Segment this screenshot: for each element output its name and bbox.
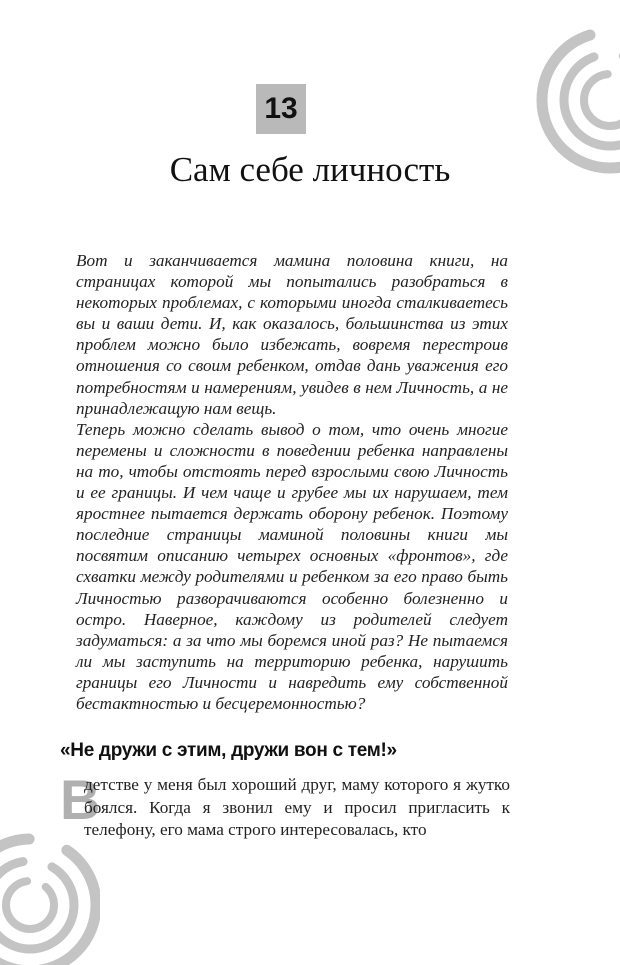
chapter-number-badge bbox=[256, 84, 306, 134]
chapter-intro bbox=[76, 250, 508, 714]
section-heading: «Не дружи с этим, дружи вон с тем!» bbox=[60, 740, 397, 761]
body-paragraph bbox=[60, 768, 510, 842]
intro-paragraph-2: Теперь можно сделать вывод о том, что очень многие перемены и сложности в поведении ребенка направлены на то, чтобы отстоять перед взрослыми свою Личность и ее границы. И чем чаще и грубее мы их нарушаем, тем яростнее пытается держать оборону ребенок. Поэтому последние страницы маминой половины книги мы посвятим описанию четырех основных «фронтов», где схватки между родителями и ребенком за его право быть Личностью разворачиваются особенно болезненно и остро. Наверное, каждому из родителей следует задуматься: а за что мы боремся иной раз? Не пытаемся ли мы заступить на территорию ребенка, нарушить границы его Личности и навредить ему собственной бестактностью и бесцеремонностью? bbox=[76, 419, 508, 713]
swirl-ornament-bottom bbox=[0, 825, 100, 965]
chapter-number: 13 bbox=[264, 92, 298, 125]
drop-cap: В bbox=[60, 768, 101, 831]
section-body bbox=[60, 768, 510, 842]
chapter-title: Сам себе личность bbox=[169, 150, 451, 189]
intro-paragraph-1: Вот и заканчивается мамина половина книги, на страницах которой мы попытались разобраться в некоторых проблемах, с которыми иногда сталкиваетесь вы и ваши дети. И, как оказалось, большинства из этих проблем можно было избежать, вовремя перестроив отношения со своим ребенком, отдав дань уважения его потребностям и намерениям, увидев в нем Личность, а не принадлежащую нам вещь. bbox=[76, 251, 508, 418]
body-paragraph-text: детстве у меня был хороший друг, маму которого я жутко боялся. Когда я звонил ему и просил пригласить к телефону, его мама строго интересовалась, кто bbox=[84, 775, 510, 839]
